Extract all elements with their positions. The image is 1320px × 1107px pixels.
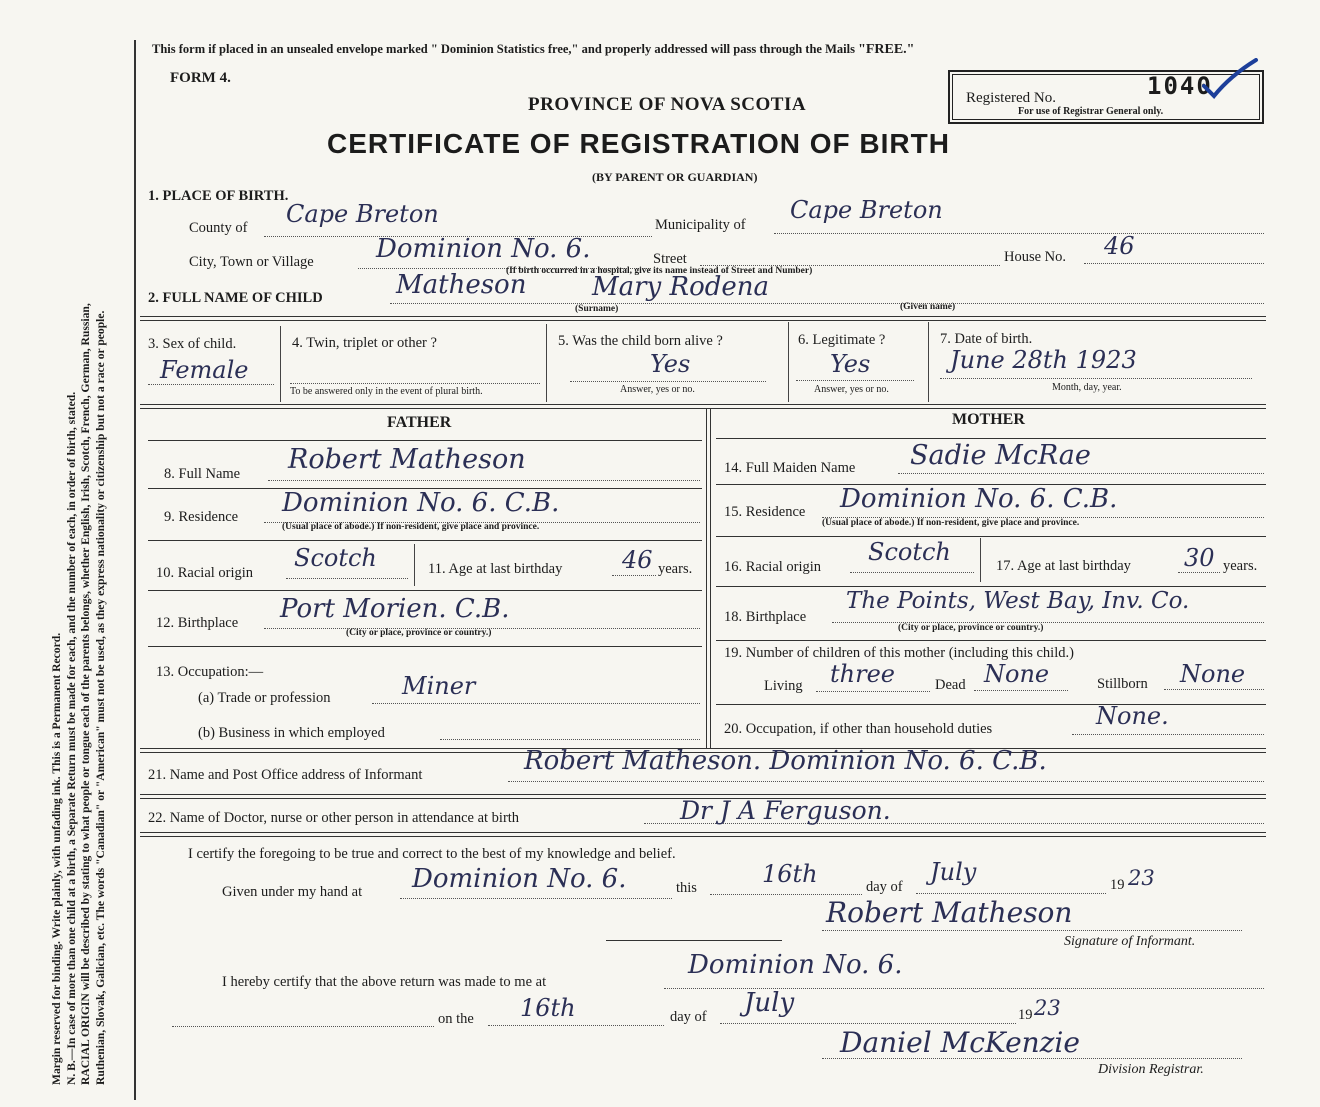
hospital-note: (If birth occurred in a hospital, give its name instead of Street and Number) (506, 266, 813, 276)
legitimate-value: Yes (830, 350, 871, 378)
margin-line-3: RACIAL ORIGIN will be described by stating to what people or tongue each of the parents belongs, whether English, Irish, Scotch, French, German, Russian, (79, 303, 92, 1085)
mother-children-label: 19. Number of children of this mother (including this child.) (724, 645, 1074, 661)
signature-caption: Signature of Informant. (1064, 934, 1196, 949)
father-birthplace-note: (City or place, province or country.) (346, 628, 492, 638)
given-this-label: this (676, 880, 697, 896)
dead-label: Dead (935, 677, 966, 693)
municipality-value: Cape Breton (790, 196, 943, 224)
alive-label: 5. Was the child born alive ? (558, 333, 723, 349)
child-name-label: 2. FULL NAME OF CHILD (148, 290, 323, 306)
mother-occupation-label: 20. Occupation, if other than household duties (724, 721, 993, 737)
father-racial-label: 10. Racial origin (156, 565, 254, 581)
page-subtitle: (BY PARENT OR GUARDIAN) (592, 170, 758, 184)
father-occupation-label: 13. Occupation:— (156, 664, 264, 680)
registrar-day-value: 16th (520, 994, 576, 1022)
registrar-statement: I hereby certify that the above return was made to me at (222, 974, 547, 990)
legitimate-note: Answer, yes or no. (814, 384, 889, 395)
binding-rule (134, 40, 136, 1100)
page-title: CERTIFICATE OF REGISTRATION OF BIRTH (327, 128, 950, 159)
mother-age-label: 17. Age at last birthday (996, 558, 1131, 574)
mother-racial-value: Scotch (868, 538, 951, 566)
father-residence-note: (Usual place of abode.) If non-resident, give place and province. (282, 522, 540, 532)
father-age-value: 46 (622, 546, 653, 574)
county-value: Cape Breton (286, 200, 439, 228)
stillborn-label: Stillborn (1097, 676, 1148, 692)
father-trade-value: Miner (402, 672, 476, 700)
alive-note: Answer, yes or no. (620, 384, 695, 395)
margin-line-1: Margin reserved for binding. Write plainly, with unfading ink. This is a Permanent Record. (50, 632, 63, 1085)
father-birthplace-value: Port Morien. C.B. (280, 594, 510, 624)
father-age-label: 11. Age at last birthday (428, 561, 563, 577)
given-caption: (Given name) (900, 302, 956, 312)
registrar-place-value: Dominion No. 6. (688, 950, 903, 980)
mother-residence-value: Dominion No. 6. C.B. (840, 484, 1118, 514)
father-name-value: Robert Matheson (288, 444, 526, 475)
given-month-value: July (930, 858, 977, 886)
legitimate-label: 6. Legitimate ? (798, 332, 886, 348)
given-place-value: Dominion No. 6. (412, 864, 627, 894)
father-heading: FATHER (387, 414, 452, 431)
surname-caption: (Surname) (575, 304, 619, 314)
mother-name-label: 14. Full Maiden Name (724, 460, 856, 476)
city-value: Dominion No. 6. (376, 234, 591, 264)
registered-label: Registered No. (966, 90, 1056, 106)
dob-value: June 28th 1923 (950, 346, 1137, 374)
sex-value: Female (160, 356, 249, 384)
father-residence-label: 9. Residence (164, 509, 239, 525)
child-surname: Matheson (396, 270, 527, 300)
father-name-label: 8. Full Name (164, 466, 241, 482)
mother-heading: MOTHER (952, 411, 1025, 428)
dob-note: Month, day, year. (1052, 382, 1122, 393)
margin-line-2: N. B.—In case of more than one child at a birth, a Separate Return must be made for each, and the number of each, in order of birth, stated. (64, 391, 78, 1085)
county-label: County of (189, 220, 248, 236)
house-label: House No. (1004, 249, 1067, 265)
mother-occupation-value: None. (1096, 702, 1169, 730)
father-age-unit: years. (658, 561, 693, 577)
certify-statement: I certify the foregoing to be true and correct to the best of my knowledge and belief. (188, 846, 676, 862)
margin-instructions (50, 35, 108, 1085)
dead-value: None (984, 660, 1050, 688)
registrar-dayof-label: day of (670, 1009, 707, 1025)
living-label: Living (764, 678, 803, 694)
registrar-on-label: on the (438, 1011, 474, 1027)
informant-signature: Robert Matheson (826, 896, 1073, 929)
sex-label: 3. Sex of child. (148, 336, 237, 352)
registrar-signature: Daniel McKenzie (840, 1026, 1080, 1059)
given-year-prefix: 19 (1110, 877, 1125, 893)
given-dayof-label: day of (866, 879, 903, 895)
father-racial-value: Scotch (294, 544, 377, 572)
registrar-month-value: July (744, 988, 795, 1018)
street-label: Street (653, 251, 687, 267)
margin-line-4: Ruthenian, Slovak, Galician, etc. The words "Canadian" or "American" must not be used, as they express nationality or citizenship but not a race or people. (93, 310, 107, 1085)
mother-birthplace-note: (City or place, province or country.) (898, 623, 1044, 633)
given-under-label: Given under my hand at (222, 884, 363, 900)
dob-label: 7. Date of birth. (940, 331, 1033, 347)
stillborn-value: None (1180, 660, 1246, 688)
mail-notice: This form if placed in an unsealed envelope marked " Dominion Statistics free," and properly addressed will pass through the Mails "FREE." (152, 42, 915, 57)
mother-age-unit: years. (1223, 558, 1258, 574)
given-year-value: 23 (1128, 866, 1155, 890)
living-value: three (830, 660, 895, 688)
mother-birthplace-value: The Points, West Bay, Inv. Co. (846, 588, 1190, 614)
mother-birthplace-label: 18. Birthplace (724, 609, 807, 625)
father-birthplace-label: 12. Birthplace (156, 615, 239, 631)
house-value: 46 (1104, 232, 1135, 260)
city-label: City, Town or Village (189, 254, 314, 270)
doctor-label: 22. Name of Doctor, nurse or other person in attendance at birth (148, 810, 520, 826)
informant-label: 21. Name and Post Office address of Informant (148, 767, 423, 783)
alive-value: Yes (650, 350, 691, 378)
doctor-value: Dr J A Ferguson. (680, 796, 891, 825)
registrar-caption: Division Registrar. (1098, 1062, 1204, 1077)
informant-value: Robert Matheson. Dominion No. 6. C.B. (524, 746, 1047, 776)
registered-number: 1040 (1147, 72, 1213, 100)
mother-name-value: Sadie McRae (910, 440, 1091, 471)
registrar-year-prefix: 19 (1018, 1007, 1033, 1023)
given-day-value: 16th (762, 860, 818, 888)
father-business-label: (b) Business in which employed (198, 725, 385, 741)
place-heading: 1. PLACE OF BIRTH. (148, 188, 289, 204)
father-trade-label: (a) Trade or profession (198, 690, 331, 706)
form-number: FORM 4. (170, 70, 231, 86)
check-mark-icon (1200, 58, 1260, 102)
registered-note: For use of Registrar General only. (1018, 106, 1164, 117)
twin-label: 4. Twin, triplet or other ? (292, 335, 437, 351)
mother-age-value: 30 (1184, 544, 1215, 572)
mother-residence-label: 15. Residence (724, 504, 806, 520)
father-residence-value: Dominion No. 6. C.B. (282, 488, 560, 518)
twin-note: To be answered only in the event of plural birth. (290, 386, 483, 397)
municipality-label: Municipality of (655, 217, 746, 233)
registrar-year-value: 23 (1034, 996, 1061, 1020)
mother-residence-note: (Usual place of abode.) If non-resident, give place and province. (822, 518, 1080, 528)
mother-racial-label: 16. Racial origin (724, 559, 822, 575)
province-heading: PROVINCE OF NOVA SCOTIA (528, 94, 807, 115)
child-given-name: Mary Rodena (592, 272, 770, 302)
